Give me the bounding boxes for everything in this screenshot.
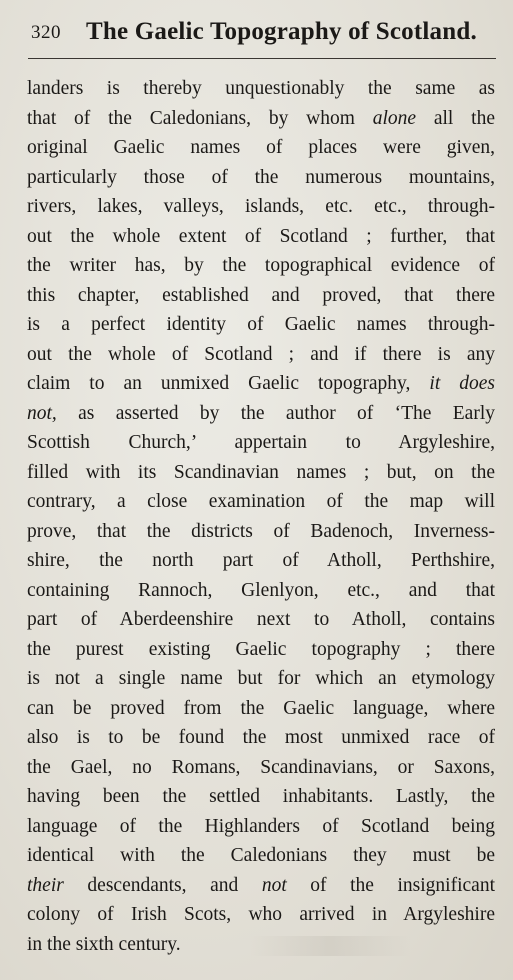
text-segment: filled with its Scandinavian names ; but, on the: [27, 461, 495, 483]
text-line: [27, 428, 495, 458]
italic-segment: not,: [27, 402, 57, 424]
text-segment: is not a single name but for which an etymology: [27, 668, 495, 689]
text-line: [27, 546, 495, 576]
text-segment: all the: [416, 107, 495, 129]
text-line: [27, 281, 495, 311]
text-segment: original Gaelic names of places were given,: [27, 137, 495, 158]
text-segment: can be proved from the Gaelic language, where: [27, 697, 495, 719]
text-line: [27, 723, 495, 753]
text-line: [27, 163, 495, 193]
italic-segment: their: [27, 874, 64, 896]
text-segment: also is to be found the most unmixed race of: [27, 727, 495, 748]
text-line: [27, 664, 495, 694]
text-segment: that of the Caledonians, by whom: [27, 107, 373, 129]
page-number: 320: [31, 22, 61, 43]
text-segment: is a perfect identity of Gaelic names through-: [27, 314, 495, 335]
text-segment: the purest existing Gaelic topography ; there: [27, 638, 495, 660]
text-segment: the writer has, by the topographical evidence of: [27, 255, 495, 276]
text-line: [27, 576, 495, 606]
text-line: [27, 458, 495, 488]
text-segment: landers is thereby unquestionably the same as: [27, 78, 495, 99]
page-header: [28, 18, 498, 54]
text-segment: containing Rannoch, Glenlyon, etc., and that: [27, 579, 495, 601]
text-line: [27, 812, 495, 842]
text-line: [27, 900, 495, 930]
italic-segment: alone: [372, 107, 417, 129]
text-line: [27, 399, 495, 429]
text-segment: particularly those of the numerous mountains,: [27, 166, 495, 188]
text-line: [27, 517, 495, 547]
running-title: The Gaelic Topography of Scotland.: [86, 18, 477, 45]
text-line: [27, 635, 495, 665]
text-line: [27, 605, 495, 635]
text-line: [27, 841, 495, 871]
text-segment: out the whole extent of Scotland ; further, that: [27, 225, 495, 247]
text-segment: colony of Irish Scots, who arrived in Argyleshire: [27, 904, 495, 925]
italic-segment: not: [261, 874, 287, 896]
text-line: [27, 192, 495, 222]
text-segment: rivers, lakes, valleys, islands, etc. etc., through-: [27, 196, 495, 217]
show-through-mark: [250, 936, 410, 956]
text-segment: identical with the Caledonians they must be: [27, 845, 495, 866]
text-line: [27, 694, 495, 724]
text-line: [27, 251, 495, 281]
text-line: [27, 74, 495, 104]
text-segment: the Gael, no Romans, Scandinavians, or Saxons,: [27, 756, 495, 778]
text-segment: shire, the north part of Atholl, Perthshire,: [27, 550, 495, 571]
text-line: [27, 753, 495, 783]
text-line: [27, 369, 495, 399]
text-segment: having been the settled inhabitants. Lastly, the: [27, 786, 495, 807]
text-line: [27, 222, 495, 252]
text-line: [27, 310, 495, 340]
text-segment: out the whole of Scotland ; and if there is any: [27, 343, 495, 365]
text-segment: this chapter, established and proved, that there: [27, 284, 495, 306]
text-line: [27, 871, 495, 901]
text-line: [27, 487, 495, 517]
text-segment: prove, that the districts of Badenoch, Inverness-: [27, 520, 495, 542]
italic-segment: it does: [429, 373, 495, 394]
header-rule: [28, 58, 496, 59]
text-segment: of the insignificant: [286, 874, 495, 896]
text-segment: descendants, and: [63, 874, 262, 896]
text-line: [27, 782, 495, 812]
text-segment: in the sixth century.: [27, 933, 181, 955]
body-paragraph: [27, 74, 495, 959]
text-segment: language of the Highlanders of Scotland being: [27, 815, 495, 837]
text-segment: Scottish Church,’ appertain to Argyleshire,: [27, 432, 495, 453]
text-segment: contrary, a close examination of the map will: [27, 491, 495, 512]
text-line: [27, 340, 495, 370]
text-segment: part of Aberdeenshire next to Atholl, contains: [27, 609, 495, 630]
text-line: [27, 104, 495, 134]
text-line: [27, 133, 495, 163]
text-segment: as asserted by the author of ‘The Early: [56, 402, 495, 424]
text-segment: claim to an unmixed Gaelic topography,: [27, 373, 430, 394]
